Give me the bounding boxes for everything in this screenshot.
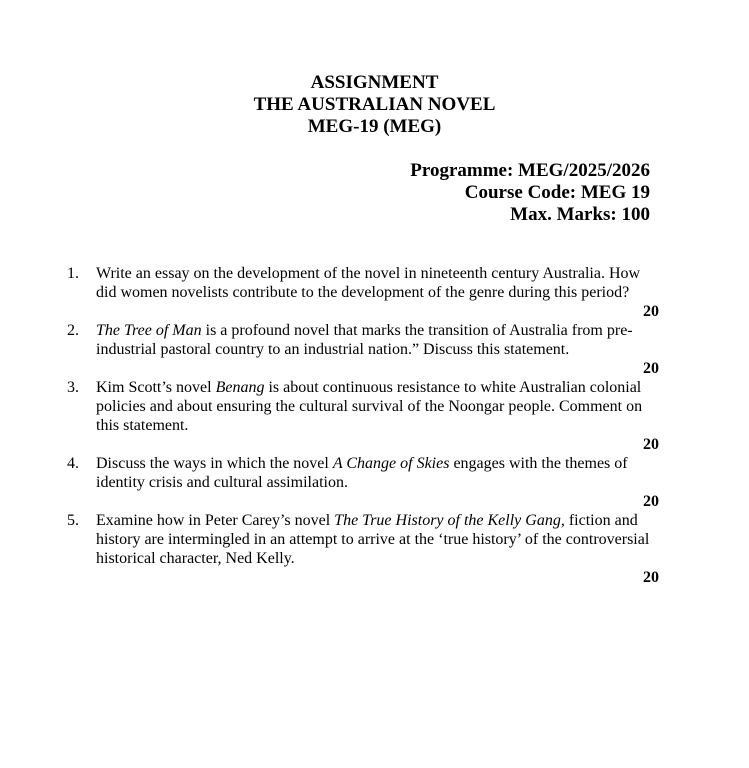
question-marks: 20 [643,493,659,510]
question-marks: 20 [643,436,659,453]
question-number: 3. [67,379,79,396]
question-text [96,454,661,492]
question-text-run: is a profound novel that marks the transition of Australia from pre-industrial pastoral country to an industrial nation.” Discuss this statement. [96,322,633,358]
question-text-run: Write an essay on the development of the novel in nineteenth century Australia. How did women novelists contribute to the development of the genre during this period? [96,265,641,301]
question-item [67,454,661,511]
question-number: 2. [67,322,79,339]
novel-title: A Change of Skies [332,455,450,472]
max-marks-label: Max. Marks: 100 [510,204,650,225]
question-text-run: fiction and history are intermingled in an attempt to arrive at the ‘true history’ of the controversial historical character, Ned Kelly. [96,512,650,567]
question-text-run: Discuss the ways in which the novel [96,455,333,472]
title-line-course-id: MEG-19 (MEG) [307,116,442,137]
question-marks: 20 [643,303,659,320]
question-text-run: engages with the themes of identity crisis and cultural assimilation. [96,455,628,491]
question-item [67,264,661,321]
assignment-title-block [0,72,749,138]
question-text-run: Examine how in Peter Carey’s novel [96,512,335,529]
question-text-run: is about continuous resistance to white Australian colonial policies and about ensuring the cultural survival of the Noongar people. Comment on this statement. [96,379,643,434]
question-text [96,264,661,302]
question-text [96,378,661,435]
novel-title: Benang [215,379,265,396]
novel-title: The Tree of Man [96,322,202,339]
question-marks: 20 [643,360,659,377]
question-text-run: Kim Scott’s novel [96,379,216,396]
question-list [67,264,661,587]
novel-title: The True History of the Kelly Gang, [334,512,565,529]
question-item [67,511,661,587]
question-item [67,321,661,378]
question-number: 5. [67,512,79,529]
title-line-assignment: ASSIGNMENT [310,72,439,93]
question-text [96,321,661,359]
course-meta-block [410,160,650,226]
question-number: 1. [67,265,79,282]
question-number: 4. [67,455,79,472]
course-code-label: Course Code: MEG 19 [464,182,650,203]
title-line-course-name: THE AUSTRALIAN NOVEL [253,94,496,115]
programme-label: Programme: MEG/2025/2026 [410,160,650,181]
question-marks: 20 [643,569,659,586]
question-item [67,378,661,454]
question-text [96,511,661,568]
